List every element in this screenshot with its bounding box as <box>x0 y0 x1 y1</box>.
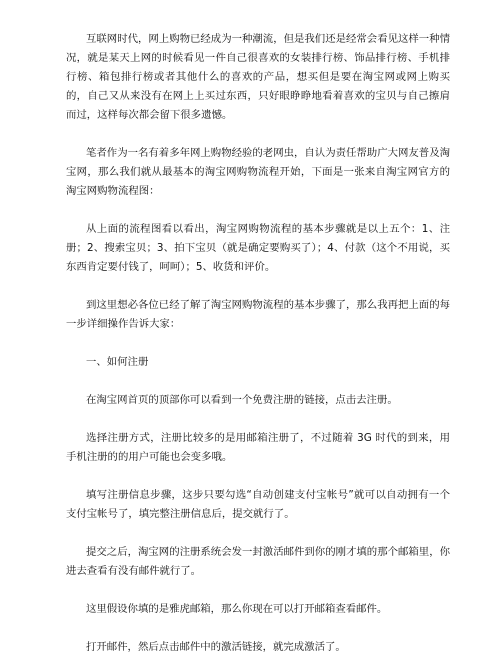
paragraph-yahoo-mail: 这里假设你填的是雅虎邮箱，那么你现在可以打开邮箱查看邮件。 <box>86 603 388 615</box>
paragraph-author: 笔者作为一名有着多年网上购物经验的老网虫，自认为责任帮助广大网友普及淘宝网，那么我们就从最基本的淘宝网购物流程开始，下面是一张来自淘宝网官方的淘宝网购物流程图： <box>66 147 450 197</box>
paragraph-activate-link: 打开邮件，然后点击邮件中的激活链接，就完成激活了。 <box>86 641 346 653</box>
paragraph-intro: 互联网时代，网上购物已经成为一种潮流，但是我们还是经常会看见这样一种情况，就是某天上网的时候看见一件自己很喜欢的女装排行榜、饰品排行榜、手机排行榜、箱包排行榜或者其他什么的喜欢的产品，想买但是要在淘宝网或网上购买的，自己又从来没有在网上上买过东西，只好眼睁睁地看着喜欢的宝贝与自己擦肩而过，这样每次都会留下很多遗憾。 <box>66 33 450 121</box>
paragraph-activation-email: 提交之后，淘宝网的注册系统会发一封激活邮件到你的刚才填的那个邮箱里，你进去查看有没有邮件就行了。 <box>66 546 450 577</box>
paragraph-register-method: 选择注册方式，注册比较多的是用邮箱注册了，不过随着 3G 时代的到来，用手机注册的的用户可能也会变多哦。 <box>66 432 450 463</box>
paragraph-steps-summary: 从上面的流程图看以看出，淘宝网购物流程的基本步骤就是以上五个：1、注册；2、搜索宝贝；3、拍下宝贝（就是确定要购买了）；4、付款（这个不用说，买东西肯定要付钱了，呵呵）；5、收货和评价。 <box>66 223 450 273</box>
document-body <box>66 30 450 672</box>
paragraph-register-link: 在淘宝网首页的顶部你可以看到一个免费注册的链接，点击去注册。 <box>86 394 398 406</box>
paragraph-register-info: 填写注册信息步骤，这步只要勾选“自动创建支付宝帐号”就可以自动拥有一个支付宝帐号了，填完整注册信息后，提交就行了。 <box>66 489 450 520</box>
section-heading-register: 一、如何注册 <box>86 356 149 368</box>
paragraph-transition: 到这里想必各位已经了解了淘宝网购物流程的基本步骤了，那么我再把上面的每一步详细操作告诉大家： <box>66 299 450 330</box>
